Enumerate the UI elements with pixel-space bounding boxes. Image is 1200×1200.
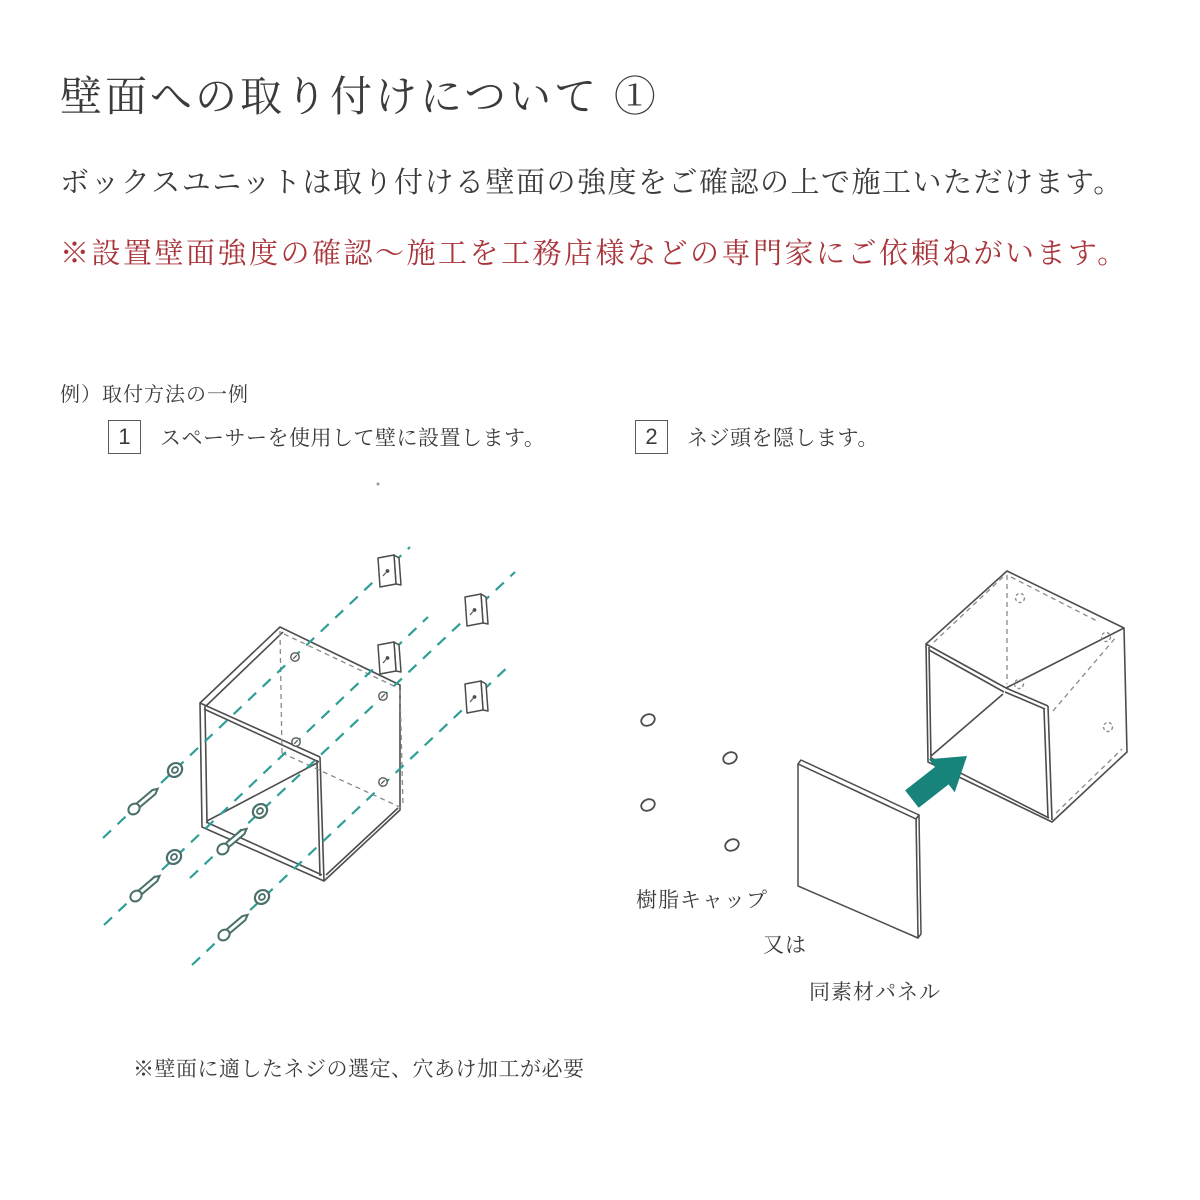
screw-hole [379, 692, 387, 700]
resin-cap-icon [639, 712, 656, 728]
spacer-plates [378, 555, 488, 713]
screw-icon [216, 915, 247, 943]
screw-hole [291, 653, 299, 661]
hidden-screw-hole [1104, 723, 1113, 732]
resin-cap-icon [721, 750, 738, 766]
resin-cap-icon [639, 797, 656, 813]
example-heading: 例）取付方法の一例 [60, 384, 249, 406]
page-title: 壁面への取り付けについて ① [60, 73, 659, 120]
hidden-screw-hole [1016, 594, 1025, 603]
spacer-plate-icon [465, 681, 488, 713]
material-panel [798, 760, 921, 938]
step-number: 1 [118, 424, 131, 449]
warning-text: ※設置壁面強度の確認〜施工を工務店様などの専門家にご依頼ねがいます。 [60, 238, 1129, 270]
screw-holes [291, 653, 387, 786]
screw-icon [126, 789, 157, 817]
left-diagram-box-unit [200, 483, 403, 882]
guide-dash-lines [103, 547, 515, 965]
insert-arrow-icon [905, 756, 967, 808]
step-number: 2 [645, 424, 658, 449]
spacer-plate-icon [378, 642, 401, 674]
spacer-plate-icon [465, 594, 488, 626]
step-label: スペーサーを使用して壁に設置します。 [160, 427, 546, 450]
resin-caps [639, 712, 740, 853]
stray-mark [377, 483, 380, 486]
spacer-plate-icon [378, 555, 401, 587]
label-resin-cap: 樹脂キャップ [636, 889, 768, 912]
label-panel: 同素材パネル [809, 981, 941, 1004]
label-or: 又は [763, 934, 807, 957]
screws [126, 789, 247, 943]
hidden-screw-holes [1015, 594, 1113, 732]
screw-hole [379, 778, 387, 786]
screw-hole [292, 738, 300, 746]
step-label: ネジ頭を隠します。 [687, 427, 879, 450]
screw-icon [128, 876, 159, 904]
resin-cap-icon [723, 837, 740, 853]
footnote-text: ※壁面に適したネジの選定、穴あけ加工が必要 [133, 1058, 585, 1081]
intro-text: ボックスユニットは取り付ける壁面の強度をご確認の上で施工いただけます。 [60, 167, 1124, 199]
washer-icon [252, 887, 272, 907]
